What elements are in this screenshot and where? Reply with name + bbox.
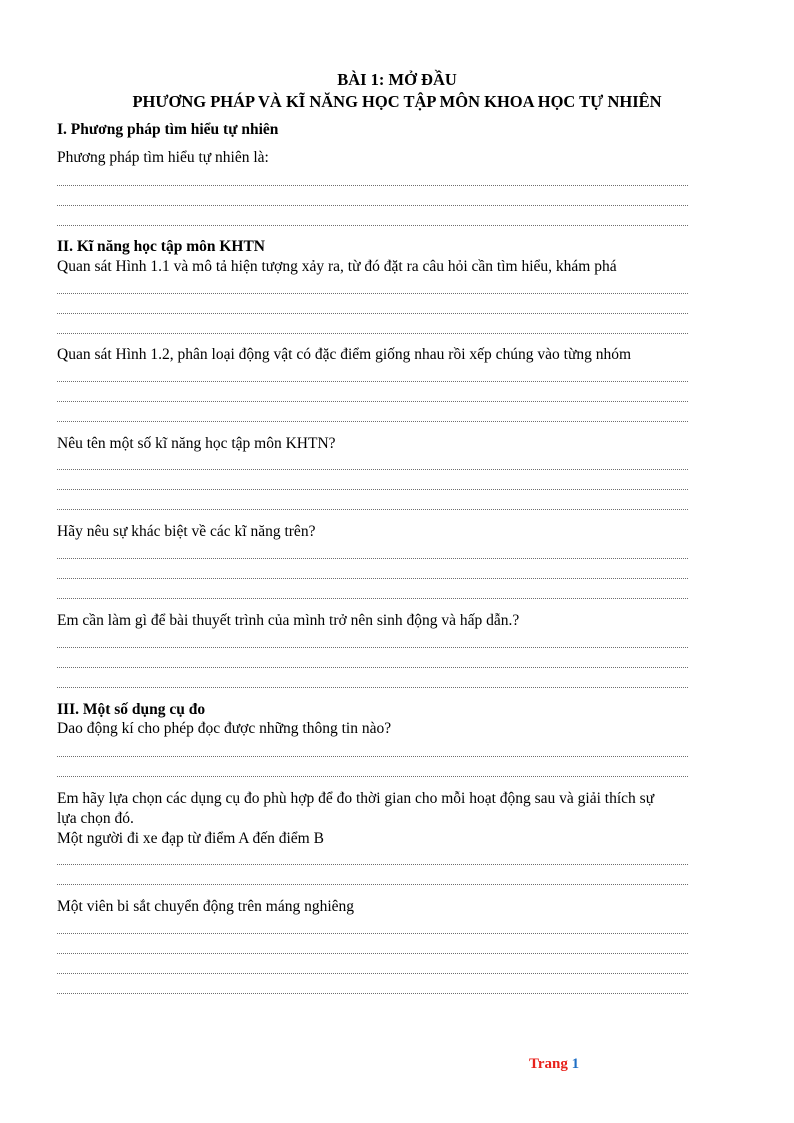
- section-heading-3: III. Một số dụng cụ đo: [57, 701, 206, 718]
- answer-line[interactable]: [57, 381, 688, 382]
- answer-line[interactable]: [57, 313, 688, 314]
- question-text: Hãy nêu sự khác biệt về các kĩ năng trên?: [57, 523, 316, 540]
- answer-line[interactable]: [57, 953, 688, 954]
- answer-line[interactable]: [57, 558, 688, 559]
- page-label: Trang: [529, 1056, 568, 1072]
- answer-line[interactable]: [57, 687, 688, 688]
- question-text: Một người đi xe đạp từ điểm A đến điểm B: [57, 830, 324, 847]
- question-text: Dao động kí cho phép đọc được những thông tin nào?: [57, 720, 392, 737]
- answer-line[interactable]: [57, 647, 688, 648]
- answer-line[interactable]: [57, 469, 688, 470]
- answer-line[interactable]: [57, 333, 688, 334]
- question-text: Em cần làm gì để bài thuyết trình của mình trở nên sinh động và hấp dẫn.?: [57, 612, 520, 629]
- section-heading-1: I. Phương pháp tìm hiểu tự nhiên: [57, 121, 279, 138]
- answer-line[interactable]: [57, 864, 688, 865]
- question-text: Phương pháp tìm hiểu tự nhiên là:: [57, 149, 269, 166]
- answer-line[interactable]: [57, 598, 688, 599]
- answer-line[interactable]: [57, 225, 688, 226]
- lesson-title: BÀI 1: MỞ ĐẦU: [337, 70, 457, 89]
- question-text: Một viên bi sắt chuyển động trên máng nghiêng: [57, 898, 355, 915]
- answer-line[interactable]: [57, 993, 688, 994]
- answer-line[interactable]: [57, 776, 688, 777]
- question-text: lựa chọn đó.: [57, 810, 134, 827]
- question-text: Em hãy lựa chọn các dụng cụ đo phù hợp để đo thời gian cho mỗi hoạt động sau và giải thích sự: [57, 790, 655, 807]
- lesson-subtitle: PHƯƠNG PHÁP VÀ KĨ NĂNG HỌC TẬP MÔN KHOA HỌC TỰ NHIÊN: [132, 92, 662, 111]
- page-number: 1: [571, 1056, 580, 1072]
- answer-line[interactable]: [57, 756, 688, 757]
- answer-line[interactable]: [57, 509, 688, 510]
- answer-line[interactable]: [57, 667, 688, 668]
- question-text: Nêu tên một số kĩ năng học tập môn KHTN?: [57, 435, 336, 452]
- answer-line[interactable]: [57, 293, 688, 294]
- answer-line[interactable]: [57, 421, 688, 422]
- answer-line[interactable]: [57, 401, 688, 402]
- question-text: Quan sát Hình 1.1 và mô tả hiện tượng xảy ra, từ đó đặt ra câu hỏi cần tìm hiểu, khám phá: [57, 258, 617, 275]
- answer-line[interactable]: [57, 933, 688, 934]
- answer-line[interactable]: [57, 185, 688, 186]
- answer-line[interactable]: [57, 205, 688, 206]
- answer-line[interactable]: [57, 578, 688, 579]
- answer-line[interactable]: [57, 884, 688, 885]
- page-footer: [529, 1056, 579, 1073]
- answer-line[interactable]: [57, 973, 688, 974]
- section-heading-2: II. Kĩ năng học tập môn KHTN: [57, 238, 266, 255]
- answer-line[interactable]: [57, 489, 688, 490]
- question-text: Quan sát Hình 1.2, phân loại động vật có đặc điểm giống nhau rồi xếp chúng vào từng nhóm: [57, 346, 632, 363]
